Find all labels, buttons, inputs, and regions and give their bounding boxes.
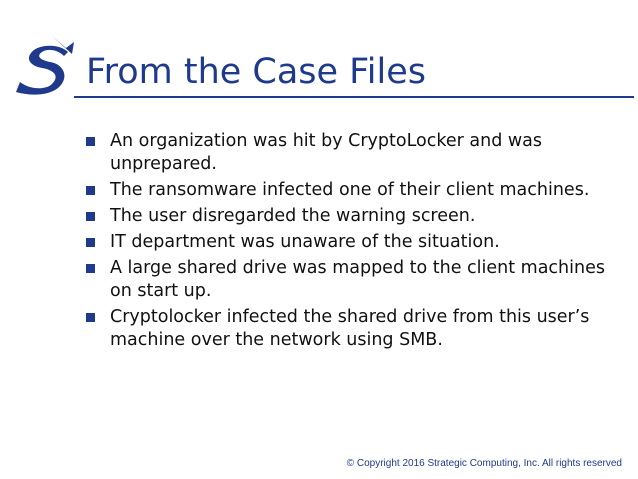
- square-bullet-icon: [86, 264, 95, 273]
- company-logo-icon: [12, 34, 76, 96]
- bullet-item: [86, 306, 606, 352]
- square-bullet-icon: [86, 313, 95, 322]
- bullet-text: A large shared drive was mapped to the client machines on start up.: [110, 258, 605, 301]
- bullet-text: IT department was unaware of the situation.: [110, 232, 500, 252]
- copyright-footer: © Copyright 2016 Strategic Computing, Inc. All rights reserved: [346, 458, 622, 469]
- square-bullet-icon: [86, 238, 95, 247]
- bullet-item: [86, 179, 606, 202]
- bullet-item: [86, 231, 606, 254]
- square-bullet-icon: [86, 137, 95, 146]
- bullet-item: [86, 257, 606, 303]
- bullet-text: The user disregarded the warning screen.: [110, 206, 476, 226]
- bullet-item: [86, 130, 606, 176]
- bullet-text: Cryptolocker infected the shared drive from this user’s machine over the network using SMB.: [110, 307, 590, 350]
- slide-title: From the Case Files: [86, 52, 426, 92]
- bullet-text: The ransomware infected one of their client machines.: [110, 180, 590, 200]
- bullet-list: [86, 130, 606, 355]
- bullet-item: [86, 205, 606, 228]
- bullet-text: An organization was hit by CryptoLocker and was unprepared.: [110, 131, 543, 174]
- square-bullet-icon: [86, 186, 95, 195]
- square-bullet-icon: [86, 212, 95, 221]
- title-divider: [74, 96, 634, 98]
